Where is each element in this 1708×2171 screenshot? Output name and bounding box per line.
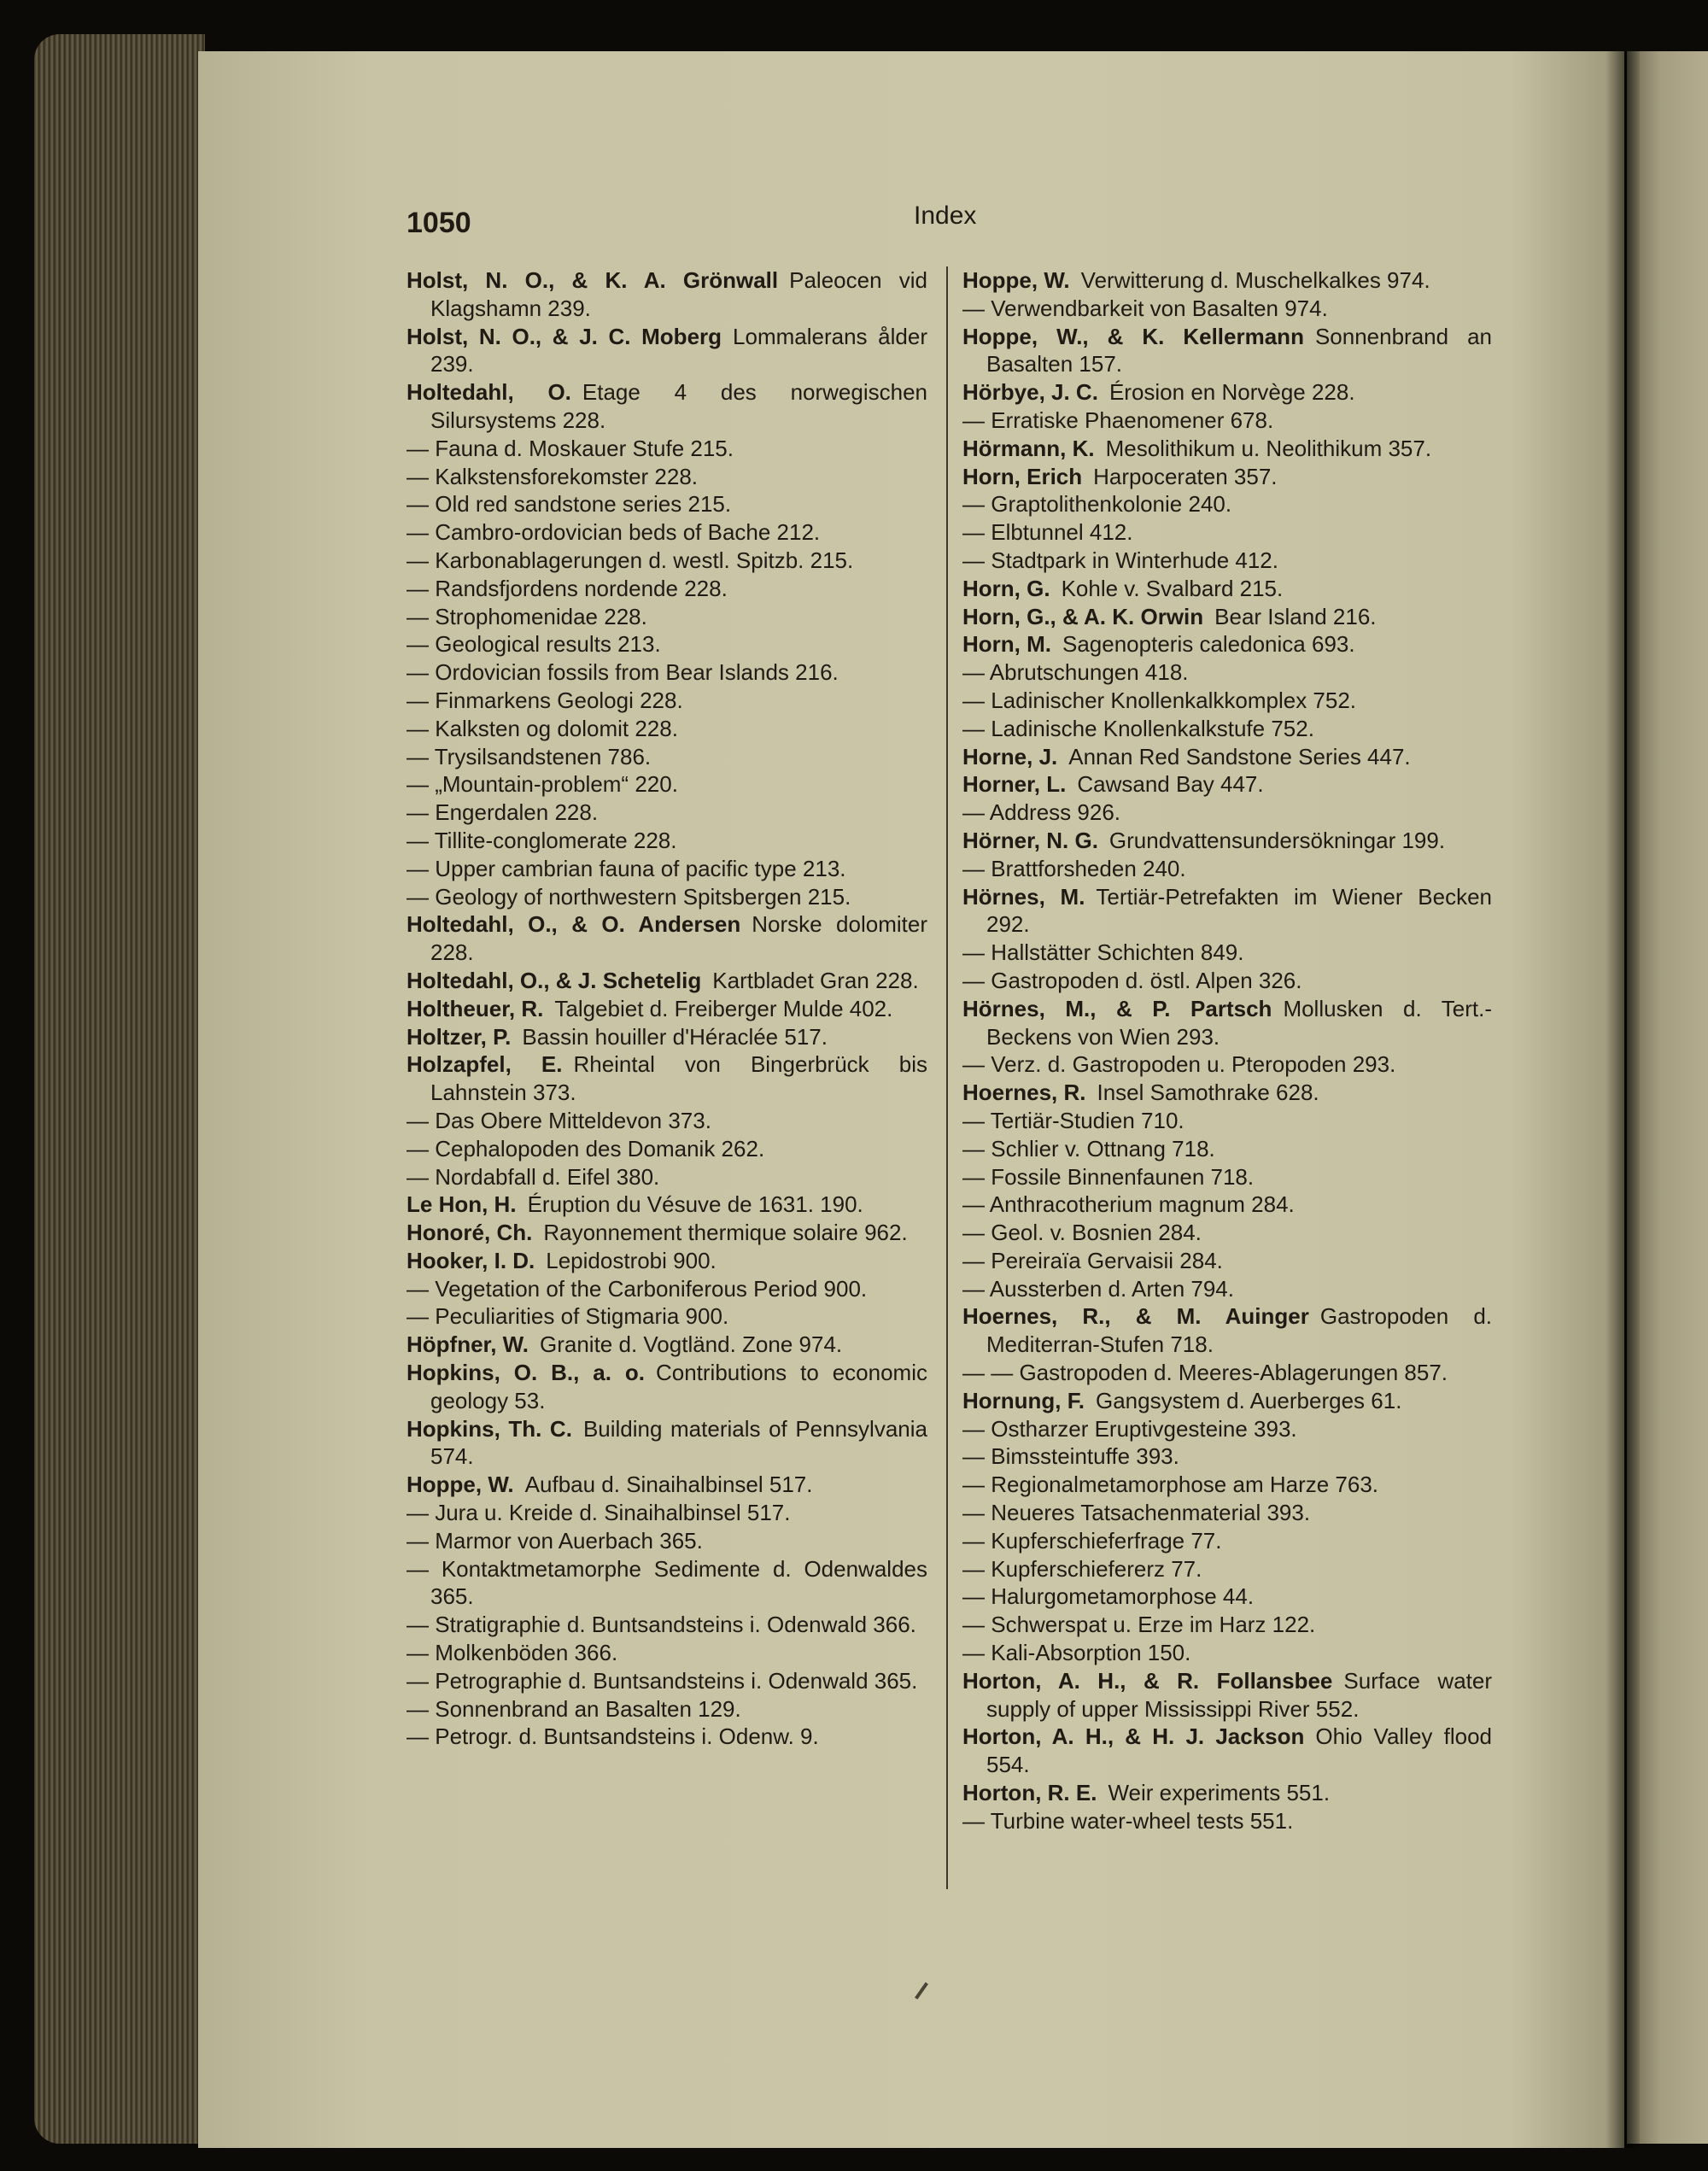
entry-title: — Verz. d. Gastropoden u. Pteropoden 293. [962, 1051, 1396, 1078]
index-entry [407, 1023, 927, 1051]
entry-title: Granite d. Vogtländ. Zone 974. [540, 1331, 843, 1358]
index-entry [962, 463, 1492, 491]
entry-title: — Nordabfall d. Eifel 380. [407, 1163, 660, 1190]
index-entry [962, 1135, 1492, 1163]
index-entry [962, 1807, 1492, 1835]
index-entry [407, 1723, 927, 1751]
entry-title: — Address 926. [962, 799, 1120, 826]
index-entry [407, 1639, 927, 1667]
index-entry [407, 1135, 927, 1163]
entry-title: — Gastropoden d. östl. Alpen 326. [962, 967, 1302, 993]
index-entry [962, 1667, 1492, 1723]
entry-title: — Abrutschungen 418. [962, 659, 1189, 686]
entry-title: Bassin houiller d'Héraclée 517. [522, 1023, 828, 1050]
index-entry [407, 1275, 927, 1303]
index-entry [407, 266, 927, 323]
index-entry [962, 1050, 1492, 1079]
index-entry [962, 1359, 1492, 1387]
entry-title: Cawsand Bay 447. [1077, 771, 1264, 798]
entry-title: Etage 4 des norwegischen Silursystems 228. [430, 379, 927, 433]
entry-author: Horn, G., & A. K. Orwin [962, 603, 1204, 629]
entry-title: — Engerdalen 228. [407, 799, 599, 826]
index-entry [407, 1163, 927, 1191]
index-entry [407, 323, 927, 379]
index-entry [407, 855, 927, 883]
book-page-edges [34, 34, 205, 2144]
entry-author: Holst, N. O., & K. A. Grönwall [407, 267, 779, 293]
entry-title: — Fauna d. Moskauer Stufe 215. [407, 435, 734, 461]
index-entry [962, 1583, 1492, 1611]
index-entry [962, 266, 1492, 295]
index-entry [962, 407, 1492, 435]
index-entry [962, 827, 1492, 855]
index-entry [962, 855, 1492, 883]
entry-title: — Neueres Tatsachenmaterial 393. [962, 1500, 1311, 1526]
index-entry [962, 939, 1492, 967]
index-entry [407, 1331, 927, 1359]
entry-author: Hornung, F. [962, 1387, 1085, 1413]
page-number: 1050 [407, 207, 471, 239]
entry-title: — Schwerspat u. Erze im Harz 122. [962, 1612, 1316, 1638]
index-entry [962, 603, 1492, 631]
index-entry [407, 1611, 927, 1639]
index-entry [407, 1302, 927, 1331]
index-entry [962, 883, 1492, 939]
entry-title: Rayonnement thermique solaire 962. [543, 1220, 908, 1246]
entry-title: — Trysilsandstenen 786. [407, 743, 652, 770]
entry-title: — Karbonablagerungen d. westl. Spitzb. 215. [407, 547, 854, 573]
index-entry [407, 1667, 927, 1695]
entry-title: — Old red sandstone series 215. [407, 491, 732, 518]
index-entry [407, 1247, 927, 1275]
index-entry [407, 770, 927, 799]
entry-author: Horn, G. [962, 575, 1050, 601]
index-entry [962, 1302, 1492, 1359]
entry-title: — Aussterben d. Arten 794. [962, 1275, 1234, 1302]
index-entry [407, 687, 927, 715]
entry-author: Holtedahl, O. [407, 379, 571, 406]
index-entry [962, 1275, 1492, 1303]
index-entry [962, 547, 1492, 575]
index-entry [962, 1527, 1492, 1555]
entry-title: — Bimssteintuffe 393. [962, 1443, 1179, 1470]
entry-title: — Cambro-ordovician beds of Bache 212. [407, 519, 821, 546]
entry-author: Holtheuer, R. [407, 995, 544, 1021]
index-entry [407, 1471, 927, 1499]
entry-author: Horton, A. H., & H. J. Jackson [962, 1723, 1305, 1750]
index-entry [407, 518, 927, 547]
entry-author: Hopkins, O. B., a. o. [407, 1360, 645, 1386]
entry-author: Horne, J. [962, 743, 1058, 770]
index-entry [407, 799, 927, 827]
entry-title: Rheintal von Bingerbrück bis Lahnstein 373. [430, 1051, 927, 1106]
index-column-left [407, 266, 927, 1751]
index-entry [962, 1611, 1492, 1639]
entry-title: — Jura u. Kreide d. Sinaihalbinsel 517. [407, 1500, 791, 1526]
index-entry [407, 1499, 927, 1527]
index-entry [407, 743, 927, 771]
entry-title: — Petrogr. d. Buntsandsteins i. Odenw. 9. [407, 1723, 819, 1750]
entry-title: — Petrographie d. Buntsandsteins i. Odenwald 365. [407, 1667, 918, 1694]
index-entry [962, 1079, 1492, 1107]
entry-title: Bear Island 216. [1214, 603, 1377, 629]
entry-title: — Halurgometamorphose 44. [962, 1583, 1255, 1610]
entry-title: — Peculiarities of Stigmaria 900. [407, 1303, 729, 1330]
entry-title: Sonnenbrand an Basalten 157. [986, 323, 1492, 377]
entry-author: Horn, M. [962, 631, 1051, 658]
index-entry [962, 799, 1492, 827]
entry-title: — Verwendbarkeit von Basalten 974. [962, 295, 1328, 321]
entry-title: — Stadtpark in Winterhude 412. [962, 547, 1278, 573]
index-entry [407, 575, 927, 603]
entry-author: Hoppe, W., & K. Kellermann [962, 323, 1304, 349]
entry-title: Érosion en Norvège 228. [1108, 379, 1355, 406]
entry-author: Horton, A. H., & R. Follansbee [962, 1667, 1333, 1694]
entry-author: Hörbye, J. C. [962, 379, 1098, 406]
index-entry [407, 715, 927, 743]
entry-title: — Marmor von Auerbach 365. [407, 1527, 703, 1554]
entry-title: — Tillite-conglomerate 228. [407, 827, 677, 853]
index-entry [407, 1107, 927, 1135]
entry-author: Holtedahl, O., & O. Andersen [407, 911, 741, 938]
entry-title: — Regionalmetamorphose am Harze 763. [962, 1472, 1379, 1498]
entry-title: — Tertiär-Studien 710. [962, 1107, 1184, 1133]
index-entry [962, 1163, 1492, 1191]
entry-title: Kohle v. Svalbard 215. [1061, 575, 1284, 601]
index-entry [962, 1191, 1492, 1219]
entry-title: — — Gastropoden d. Meeres-Ablagerungen 857. [962, 1360, 1448, 1386]
entry-author: Hoernes, R. [962, 1080, 1086, 1106]
entry-title: Insel Samothrake 628. [1097, 1080, 1319, 1106]
index-entry [407, 630, 927, 658]
index-entry [407, 435, 927, 463]
index-entry [407, 1219, 927, 1247]
index-entry [962, 1107, 1492, 1135]
entry-title: — Graptolithenkolonie 240. [962, 491, 1232, 518]
entry-title: — Turbine water-wheel tests 551. [962, 1807, 1294, 1834]
entry-title: — Geology of northwestern Spitsbergen 215. [407, 883, 851, 910]
entry-author: Hoernes, R., & M. Auinger [962, 1303, 1309, 1330]
entry-title: — Geological results 213. [407, 631, 661, 658]
index-entry [407, 1527, 927, 1555]
entry-title: Kartbladet Gran 228. [712, 967, 919, 993]
running-head: Index [914, 202, 977, 230]
entry-title: Norske dolomiter 228. [430, 911, 927, 966]
entry-author: Holzapfel, E. [407, 1051, 563, 1078]
index-entry [962, 323, 1492, 379]
entry-title: Surface water supply of upper Mississippi River 552. [986, 1667, 1493, 1722]
entry-title: Harpoceraten 357. [1093, 463, 1278, 489]
entry-title: — Kupferschieferfrage 77. [962, 1527, 1222, 1554]
entry-author: Holst, N. O., & J. C. Moberg [407, 323, 722, 349]
index-entry [407, 967, 927, 995]
index-entry [407, 1050, 927, 1107]
entry-title: — Stratigraphie d. Buntsandsteins i. Odenwald 366. [407, 1612, 916, 1638]
entry-title: — Elbtunnel 412. [962, 519, 1133, 546]
entry-title: — Brattforsheden 240. [962, 855, 1186, 881]
entry-author: Hoppe, W. [407, 1472, 514, 1498]
index-entry [407, 910, 927, 967]
entry-author: Horn, Erich [962, 463, 1083, 489]
column-divider [946, 266, 948, 1889]
entry-author: Holtedahl, O., & J. Schetelig [407, 967, 702, 993]
entry-title: — Kali-Absorption 150. [962, 1640, 1191, 1666]
entry-title: Tertiär-Petrefakten im Wiener Becken 292. [986, 883, 1492, 938]
entry-title: — Cephalopoden des Domanik 262. [407, 1135, 765, 1162]
index-entry [962, 658, 1492, 687]
entry-author: Hörner, N. G. [962, 827, 1098, 853]
entry-title: Sagenopteris caledonica 693. [1062, 631, 1355, 658]
entry-title: — Kontaktmetamorphe Sedimente d. Odenwaldes 365. [407, 1555, 927, 1610]
entry-author: Hooker, I. D. [407, 1247, 535, 1273]
entry-title: — Kupferschiefererz 77. [962, 1555, 1202, 1582]
entry-title: Weir experiments 551. [1108, 1780, 1331, 1806]
index-entry [407, 1191, 927, 1219]
entry-title: — Upper cambrian fauna of pacific type 213. [407, 855, 846, 881]
entry-title: — Geol. v. Bosnien 284. [962, 1220, 1202, 1246]
entry-title: — Pereiraïa Gervaisii 284. [962, 1247, 1223, 1273]
entry-title: — Ladinische Knollenkalkstufe 752. [962, 715, 1314, 741]
index-entry [962, 1387, 1492, 1415]
entry-title: Gastropoden d. Mediterran-Stufen 718. [986, 1303, 1493, 1358]
index-entry [962, 715, 1492, 743]
entry-title: Grundvattensundersökningar 199. [1108, 827, 1446, 853]
entry-title: Building materials of Pennsylvania 574. [430, 1415, 927, 1470]
entry-title: — Sonnenbrand an Basalten 129. [407, 1695, 741, 1722]
entry-author: Holtzer, P. [407, 1023, 512, 1050]
entry-title: Gangsystem d. Auerberges 61. [1095, 1387, 1402, 1413]
entry-title: — Kalkstensforekomster 228. [407, 463, 699, 489]
entry-title: — Erratiske Phaenomener 678. [962, 407, 1274, 433]
index-column-right [962, 266, 1492, 1835]
entry-title: — Kalksten og dolomit 228. [407, 715, 678, 741]
entry-author: Horner, L. [962, 771, 1067, 798]
index-entry [407, 995, 927, 1023]
entry-author: Höpfner, W. [407, 1331, 529, 1358]
index-entry [407, 463, 927, 491]
index-entry [407, 490, 927, 518]
index-entry [962, 518, 1492, 547]
index-entry [407, 1695, 927, 1723]
entry-title: — Finmarkens Geologi 228. [407, 687, 683, 713]
index-entry [407, 603, 927, 631]
index-entry [407, 378, 927, 435]
entry-title: Lommalerans ålder 239. [430, 323, 927, 377]
index-entry [962, 1219, 1492, 1247]
index-entry [407, 883, 927, 911]
entry-author: Le Hon, H. [407, 1191, 517, 1218]
index-entry [962, 1779, 1492, 1807]
entry-title: Verwitterung d. Muschelkalkes 974. [1080, 267, 1430, 293]
index-entry [962, 1415, 1492, 1443]
index-entry [962, 1471, 1492, 1499]
entry-title: — Randsfjordens nordende 228. [407, 575, 728, 601]
index-entry [962, 490, 1492, 518]
entry-title: Mollusken d. Tert.-Beckens von Wien 293. [986, 995, 1493, 1050]
index-entry [962, 1499, 1492, 1527]
entry-author: Hopkins, Th. C. [407, 1415, 572, 1442]
entry-title: Ohio Valley flood 554. [986, 1723, 1492, 1778]
index-entry [962, 1555, 1492, 1583]
index-entry [407, 1359, 927, 1415]
entry-title: — Strophomenidae 228. [407, 603, 647, 629]
entry-title: — Hallstätter Schichten 849. [962, 939, 1244, 966]
index-entry [962, 295, 1492, 323]
entry-author: Hoppe, W. [962, 267, 1070, 293]
entry-author: Hörnes, M. [962, 883, 1085, 910]
index-entry [407, 547, 927, 575]
entry-title: Éruption du Vésuve de 1631. 190. [527, 1191, 863, 1218]
entry-title: Paleocen vid Klagshamn 239. [430, 267, 927, 321]
index-entry [962, 1442, 1492, 1471]
index-entry [962, 743, 1492, 771]
index-entry [962, 770, 1492, 799]
entry-title: — „Mountain-problem“ 220. [407, 771, 678, 798]
entry-title: Talgebiet d. Freiberger Mulde 402. [554, 995, 893, 1021]
entry-title: — Ordovician fossils from Bear Islands 216. [407, 659, 839, 686]
index-entry [962, 1639, 1492, 1667]
index-entry [407, 1555, 927, 1612]
entry-title: — Das Obere Mitteldevon 373. [407, 1107, 711, 1133]
entry-title: Annan Red Sandstone Series 447. [1068, 743, 1411, 770]
index-entry [962, 995, 1492, 1051]
entry-title: Contributions to economic geology 53. [430, 1360, 927, 1413]
entry-title: — Anthracotherium magnum 284. [962, 1191, 1295, 1218]
entry-author: Horton, R. E. [962, 1780, 1097, 1806]
entry-title: — Ostharzer Eruptivgesteine 393. [962, 1415, 1297, 1442]
index-entry [962, 575, 1492, 603]
index-entry [962, 435, 1492, 463]
entry-title: — Schlier v. Ottnang 718. [962, 1135, 1215, 1162]
entry-author: Honoré, Ch. [407, 1220, 533, 1246]
entry-title: — Ladinischer Knollenkalkkomplex 752. [962, 687, 1357, 713]
index-entry [962, 1247, 1492, 1275]
entry-title: Aufbau d. Sinaihalbinsel 517. [524, 1472, 813, 1498]
entry-author: Hörnes, M., & P. Partsch [962, 995, 1272, 1021]
entry-author: Hörmann, K. [962, 435, 1095, 461]
index-entry [962, 967, 1492, 995]
index-entry [962, 630, 1492, 658]
index-entry [962, 1723, 1492, 1779]
index-entry [407, 827, 927, 855]
entry-title: Mesolithikum u. Neolithikum 357. [1105, 435, 1432, 461]
index-entry [407, 658, 927, 687]
index-entry [407, 1415, 927, 1472]
gutter-shadow [1606, 51, 1640, 2148]
index-entry [962, 687, 1492, 715]
entry-title: Lepidostrobi 900. [546, 1247, 717, 1273]
entry-title: — Molkenböden 366. [407, 1640, 618, 1666]
index-entry [962, 378, 1492, 407]
entry-title: — Fossile Binnenfaunen 718. [962, 1163, 1255, 1190]
entry-title: — Vegetation of the Carboniferous Period 900. [407, 1275, 868, 1302]
